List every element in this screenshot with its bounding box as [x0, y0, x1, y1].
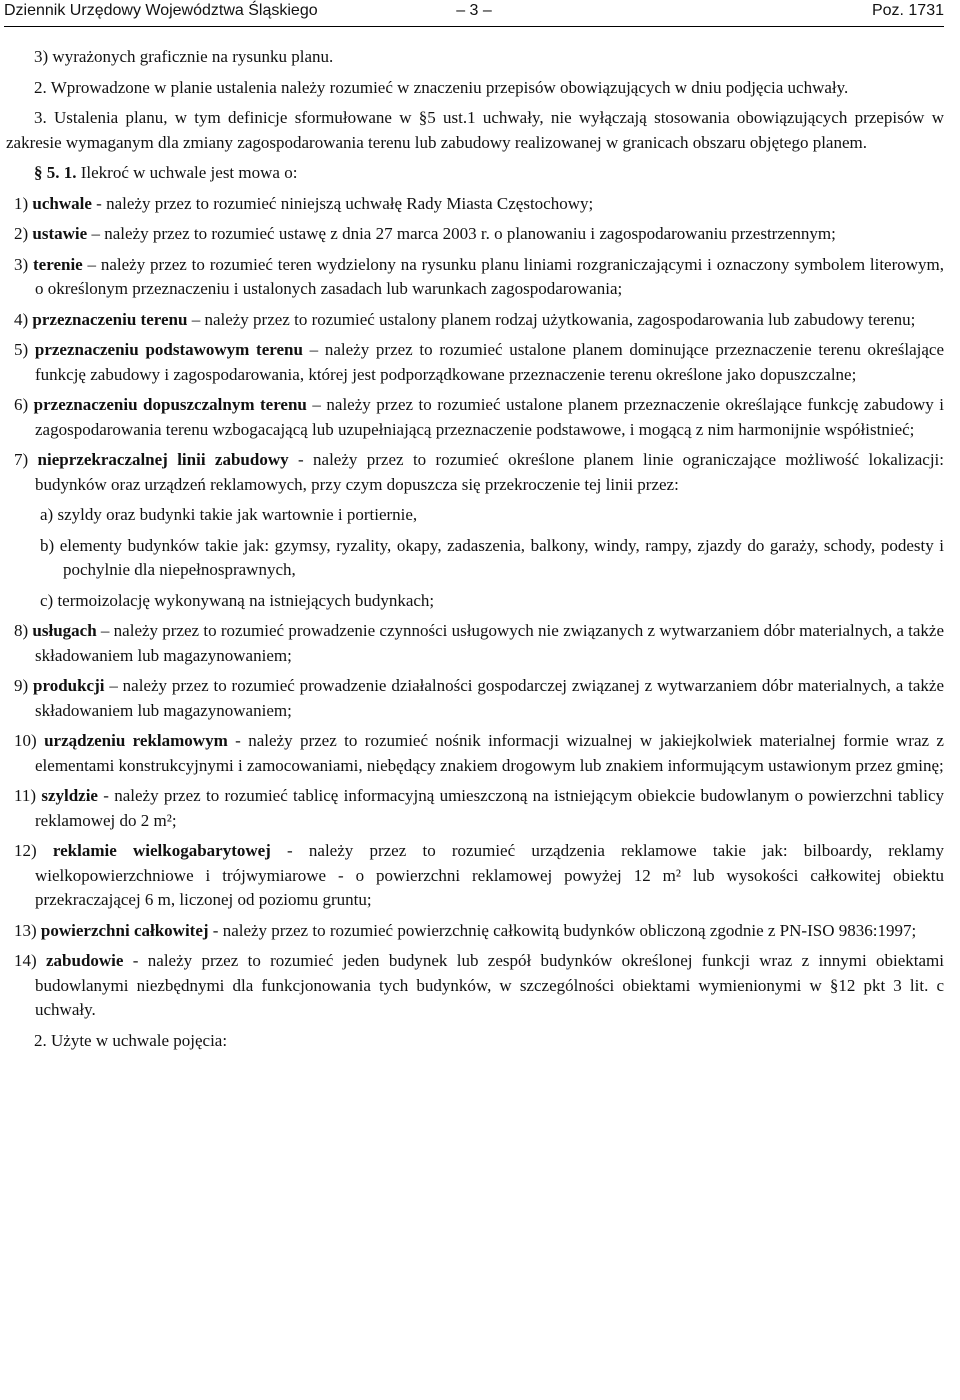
definition-item [6, 338, 944, 387]
section-5-number: § 5. 1. [34, 163, 77, 182]
definition-item [6, 222, 944, 247]
definition-item [6, 192, 944, 217]
item-text: – należy przez to rozumieć ustalony planem rodzaj użytkowania, zagospodarowania lub zabudowy terenu; [187, 309, 916, 329]
item-text: – należy przez to rozumieć teren wydzielony na rysunku planu liniami rozgraniczającymi i oznaczony symbolem literowym, o określonym przeznaczeniu i ustalonych zasadach lub warunkach zagospodarowania; [35, 254, 944, 298]
item-term: przeznaczeniu podstawowym terenu [34, 340, 303, 359]
item-text: - należy przez to rozumieć nośnik informacji wizualnej w jakiejkolwiek materialnej formie wraz z elementami konstrukcyjnymi i zamocowaniami, niebędący znakiem drogowym lub znakiem informującym ustawionym przez gminę; [35, 731, 944, 775]
paragraph-2: 2. Wprowadzone w planie ustalenia należy rozumieć w znaczeniu przepisów obowiązujących w dniu podjęcia uchwały. [34, 77, 849, 97]
item-term: powierzchni całkowitej [40, 920, 209, 940]
item-term: usługach [32, 621, 97, 640]
item-text: - należy przez to rozumieć urządzenia reklamowe takie jak: bilboardy, reklamy wielkopowierzchniowe i trójwymiarowe - o powierzchni reklamowej powyżej 12 m² lub wysokości całkowitej obiektu przekraczającej 6 m, liczonej od poziomu gruntu; [35, 841, 944, 909]
item-number: 3) [14, 254, 33, 274]
page-header [4, 0, 944, 27]
item-number: 13) [14, 920, 41, 940]
item-number: 10) [14, 731, 45, 750]
item-number: 7) [14, 450, 38, 469]
item-text: – należy przez to rozumieć ustalone planem przeznaczenie określające funkcję zabudowy i zagospodarowania terenu wzbogacającą lub uzupełniającą przeznaczenie podstawowe, i mogącą z nim harmonijnie współistnieć; [35, 395, 944, 439]
item-number: 5) [14, 340, 35, 359]
item-term: produkcji [33, 676, 105, 695]
item-term: nieprzekraczalnej linii zabudowy [37, 450, 289, 469]
item-term: ustawie [32, 224, 88, 243]
definition-item [6, 729, 944, 778]
item-term: terenie [33, 254, 83, 274]
item-term: reklamie wielkogabarytowej [52, 841, 271, 860]
definition-subitem: a) szyldy oraz budynki takie jak wartownie i portiernie, [40, 505, 418, 524]
definition-item [6, 308, 944, 333]
item-term: zabudowie [46, 951, 124, 970]
definition-item [6, 619, 944, 668]
item-text: - należy przez to rozumieć powierzchnię całkowitą budynków obliczoną zgodnie z PN-ISO 9836:1997; [208, 920, 917, 940]
position-number: Poz. 1731 [871, 2, 944, 19]
item-number: 11) [14, 786, 42, 805]
item-number: 9) [14, 676, 33, 695]
item-text: – należy przez to rozumieć prowadzenie czynności usługowych nie związanych z wytwarzaniem dóbr materialnych, a także składowaniem lub magazynowaniem; [35, 621, 944, 665]
definition-item [6, 448, 944, 497]
paragraph-1: 3) wyrażonych graficznie na rysunku planu. [34, 47, 334, 66]
definition-item [6, 253, 944, 302]
definition-subitem: c) termoizolację wykonywaną na istniejących budynkach; [40, 590, 435, 610]
item-number: 2) [14, 224, 33, 243]
item-term: uchwale [32, 193, 92, 213]
item-text: – należy przez to rozumieć ustalone planem dominujące przeznaczenie terenu określające funkcję zabudowy i zagospodarowania, której jest podporządkowane przeznaczenie terenu określone jako dopuszczalne; [35, 340, 944, 384]
item-number: 6) [14, 395, 34, 414]
item-text: – należy przez to rozumieć ustawę z dnia 27 marca 2003 r. o planowaniu i zagospodarowaniu przestrzennym; [87, 224, 836, 243]
item-number: 14) [14, 951, 46, 970]
journal-title: Dziennik Urzędowy Województwa Śląskiego [4, 2, 318, 19]
definition-item [6, 784, 944, 833]
paragraph-3: 3. Ustalenia planu, w tym definicje sformułowane w §5 ust.1 uchwały, nie wyłączają stosowania obowiązujących przepisów w zakresie wymaganym dla zmiany zagospodarowania terenu lub zabudowy realizowanej w granicach obszaru objętego planem. [6, 108, 944, 152]
item-number: 12) [14, 841, 53, 860]
item-term: przeznaczeniu terenu [32, 309, 188, 329]
document-body [6, 45, 944, 1053]
definition-subitem: b) elementy budynków takie jak: gzymsy, ryzality, okapy, zadaszenia, balkony, windy, rampy, zjazdy do garaży, schody, podesty i pochylnie dla niepełnosprawnych, [40, 535, 944, 579]
definition-item [6, 919, 944, 944]
item-term: szyldzie [41, 786, 98, 805]
item-text: - należy przez to rozumieć jeden budynek lub zespół budynków określonej funkcji wraz z innymi obiektami budowlanymi niezbędnymi dla funkcjonowania tych budynków, w szczególności obiektami wymienionymi w §12 pkt 3 lit. c uchwały. [35, 951, 944, 1019]
definition-item [6, 949, 944, 1023]
item-term: przeznaczeniu dopuszczalnym terenu [33, 395, 307, 414]
item-number: 4) [14, 309, 33, 329]
section-5-paragraph-2: 2. Użyte w uchwale pojęcia: [34, 1030, 228, 1050]
item-text: - należy przez to rozumieć niniejszą uchwałę Rady Miasta Częstochowy; [91, 193, 594, 213]
section-5-intro [6, 161, 944, 186]
definition-item [6, 839, 944, 913]
definition-item [6, 393, 944, 442]
item-number: 8) [14, 621, 33, 640]
item-number: 1) [14, 193, 33, 213]
page-number: – 3 – [456, 2, 492, 19]
item-term: urządzeniu reklamowym [44, 731, 228, 750]
item-text: – należy przez to rozumieć prowadzenie działalności gospodarczej związanej z wytwarzaniem dóbr materialnych, a także składowaniem lub magazynowaniem; [35, 676, 944, 720]
item-text: - należy przez to rozumieć określone planem linie ograniczające możliwość lokalizacji: budynków oraz urządzeń reklamowych, przy czym dopuszcza się przekroczenie tej linii przez: [35, 450, 944, 494]
definition-item [6, 674, 944, 723]
section-5-intro-text: Ilekroć w uchwale jest mowa o: [76, 163, 298, 182]
item-text: - należy przez to rozumieć tablicę informacyjną umieszczoną na istniejącym obiekcie budowlanym o powierzchni tablicy reklamowej do 2 m²; [35, 786, 944, 830]
